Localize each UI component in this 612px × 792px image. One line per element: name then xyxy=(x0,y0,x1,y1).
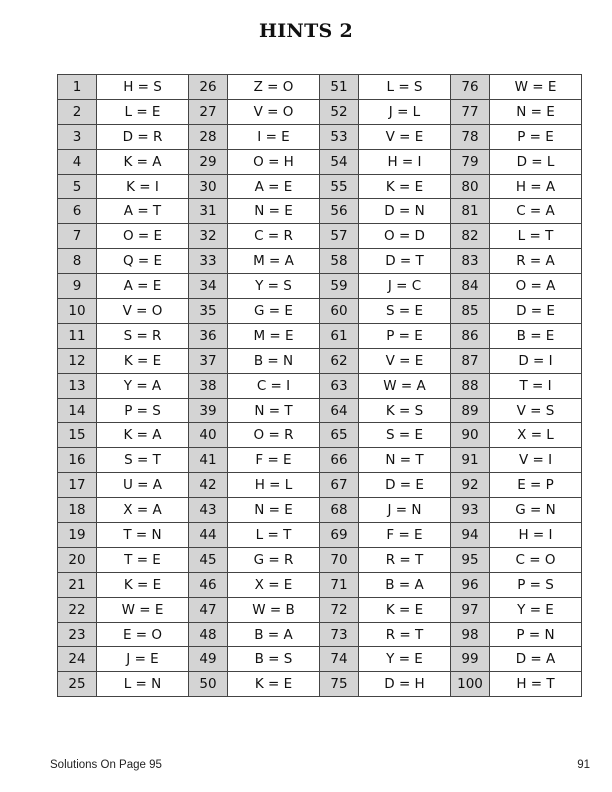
hint-pair: P = S xyxy=(97,398,189,423)
hint-pair: G = R xyxy=(228,547,320,572)
hint-number: 29 xyxy=(189,149,228,174)
hint-pair: H = T xyxy=(490,672,582,697)
hint-number: 97 xyxy=(451,597,490,622)
hint-number: 93 xyxy=(451,498,490,523)
hint-pair: T = N xyxy=(97,523,189,548)
hint-number: 32 xyxy=(189,224,228,249)
hint-pair: D = E xyxy=(359,473,451,498)
table-row xyxy=(58,398,582,423)
hint-number: 66 xyxy=(320,448,359,473)
hint-pair: V = I xyxy=(490,448,582,473)
hint-pair: L = T xyxy=(228,523,320,548)
hint-number: 71 xyxy=(320,572,359,597)
hint-number: 21 xyxy=(58,572,97,597)
hint-pair: X = E xyxy=(228,572,320,597)
hint-pair: U = A xyxy=(97,473,189,498)
hint-pair: D = I xyxy=(490,348,582,373)
hint-number: 40 xyxy=(189,423,228,448)
hint-number: 76 xyxy=(451,75,490,100)
hint-pair: A = T xyxy=(97,199,189,224)
hint-number: 79 xyxy=(451,149,490,174)
hint-pair: O = H xyxy=(228,149,320,174)
hint-number: 68 xyxy=(320,498,359,523)
hint-pair: H = I xyxy=(490,523,582,548)
hint-pair: J = C xyxy=(359,274,451,299)
hint-number: 48 xyxy=(189,622,228,647)
hint-pair: L = T xyxy=(490,224,582,249)
hint-number: 42 xyxy=(189,473,228,498)
hint-number: 30 xyxy=(189,174,228,199)
hint-number: 96 xyxy=(451,572,490,597)
hint-pair: T = I xyxy=(490,373,582,398)
table-row xyxy=(58,274,582,299)
hint-number: 73 xyxy=(320,622,359,647)
hint-number: 90 xyxy=(451,423,490,448)
hint-pair: C = I xyxy=(228,373,320,398)
hint-pair: E = P xyxy=(490,473,582,498)
hint-pair: L = N xyxy=(97,672,189,697)
hint-number: 56 xyxy=(320,199,359,224)
hint-pair: D = R xyxy=(97,124,189,149)
hint-pair: S = R xyxy=(97,323,189,348)
hint-pair: P = E xyxy=(490,124,582,149)
hint-number: 22 xyxy=(58,597,97,622)
hint-pair: B = N xyxy=(228,348,320,373)
hint-number: 37 xyxy=(189,348,228,373)
hint-pair: D = T xyxy=(359,249,451,274)
hint-number: 87 xyxy=(451,348,490,373)
hint-pair: K = E xyxy=(359,174,451,199)
table-row xyxy=(58,199,582,224)
hint-pair: A = E xyxy=(228,174,320,199)
hint-pair: V = S xyxy=(490,398,582,423)
hint-number: 57 xyxy=(320,224,359,249)
hint-pair: I = E xyxy=(228,124,320,149)
hint-number: 45 xyxy=(189,547,228,572)
hints-table xyxy=(57,74,582,697)
hint-number: 75 xyxy=(320,672,359,697)
hint-number: 72 xyxy=(320,597,359,622)
hint-number: 17 xyxy=(58,473,97,498)
hint-pair: O = D xyxy=(359,224,451,249)
hint-pair: A = E xyxy=(97,274,189,299)
hint-number: 60 xyxy=(320,299,359,324)
hint-number: 35 xyxy=(189,299,228,324)
hint-number: 98 xyxy=(451,622,490,647)
table-row xyxy=(58,597,582,622)
hint-pair: W = B xyxy=(228,597,320,622)
hint-number: 80 xyxy=(451,174,490,199)
hint-pair: B = A xyxy=(359,572,451,597)
table-row xyxy=(58,299,582,324)
hint-number: 64 xyxy=(320,398,359,423)
table-row xyxy=(58,672,582,697)
hint-pair: M = A xyxy=(228,249,320,274)
hint-number: 100 xyxy=(451,672,490,697)
hint-pair: W = A xyxy=(359,373,451,398)
hint-pair: K = A xyxy=(97,149,189,174)
hint-number: 62 xyxy=(320,348,359,373)
table-row xyxy=(58,547,582,572)
hint-number: 95 xyxy=(451,547,490,572)
hint-pair: X = A xyxy=(97,498,189,523)
hint-number: 12 xyxy=(58,348,97,373)
hint-number: 23 xyxy=(58,622,97,647)
hint-pair: T = E xyxy=(97,547,189,572)
hint-number: 31 xyxy=(189,199,228,224)
hint-number: 18 xyxy=(58,498,97,523)
hint-pair: G = E xyxy=(228,299,320,324)
hint-number: 7 xyxy=(58,224,97,249)
hint-number: 2 xyxy=(58,99,97,124)
hint-number: 19 xyxy=(58,523,97,548)
hint-number: 44 xyxy=(189,523,228,548)
hint-pair: F = E xyxy=(359,523,451,548)
hint-pair: K = E xyxy=(97,572,189,597)
hint-pair: D = H xyxy=(359,672,451,697)
table-row xyxy=(58,523,582,548)
hint-pair: M = E xyxy=(228,323,320,348)
table-row xyxy=(58,498,582,523)
hint-number: 70 xyxy=(320,547,359,572)
hint-number: 89 xyxy=(451,398,490,423)
hint-pair: C = A xyxy=(490,199,582,224)
hint-number: 65 xyxy=(320,423,359,448)
table-row xyxy=(58,249,582,274)
page-number: 91 xyxy=(577,759,590,771)
hint-pair: Y = E xyxy=(359,647,451,672)
hint-number: 43 xyxy=(189,498,228,523)
hint-pair: S = T xyxy=(97,448,189,473)
hint-number: 39 xyxy=(189,398,228,423)
hint-number: 58 xyxy=(320,249,359,274)
hint-number: 10 xyxy=(58,299,97,324)
hint-number: 46 xyxy=(189,572,228,597)
hint-pair: W = E xyxy=(97,597,189,622)
hint-number: 33 xyxy=(189,249,228,274)
table-row xyxy=(58,124,582,149)
hint-pair: Z = O xyxy=(228,75,320,100)
table-row xyxy=(58,323,582,348)
hint-number: 53 xyxy=(320,124,359,149)
hint-pair: V = E xyxy=(359,124,451,149)
table-row xyxy=(58,348,582,373)
hint-pair: Y = A xyxy=(97,373,189,398)
hint-pair: H = I xyxy=(359,149,451,174)
hint-pair: N = T xyxy=(359,448,451,473)
hint-pair: V = O xyxy=(228,99,320,124)
hint-pair: O = A xyxy=(490,274,582,299)
hint-pair: N = T xyxy=(228,398,320,423)
hint-pair: K = E xyxy=(359,597,451,622)
table-row xyxy=(58,572,582,597)
table-row xyxy=(58,99,582,124)
table-row xyxy=(58,149,582,174)
hint-pair: C = R xyxy=(228,224,320,249)
hint-pair: K = E xyxy=(97,348,189,373)
hint-pair: D = L xyxy=(490,149,582,174)
hint-number: 20 xyxy=(58,547,97,572)
hint-number: 88 xyxy=(451,373,490,398)
hint-pair: G = N xyxy=(490,498,582,523)
hint-number: 82 xyxy=(451,224,490,249)
page-title: HINTS 2 xyxy=(258,20,353,42)
hint-number: 94 xyxy=(451,523,490,548)
hint-pair: D = E xyxy=(490,299,582,324)
hint-number: 1 xyxy=(58,75,97,100)
hint-pair: J = N xyxy=(359,498,451,523)
hint-pair: C = O xyxy=(490,547,582,572)
hint-number: 50 xyxy=(189,672,228,697)
hint-pair: O = E xyxy=(97,224,189,249)
hint-pair: L = S xyxy=(359,75,451,100)
hint-pair: K = S xyxy=(359,398,451,423)
hint-number: 63 xyxy=(320,373,359,398)
table-row xyxy=(58,224,582,249)
hint-pair: E = O xyxy=(97,622,189,647)
hint-pair: D = N xyxy=(359,199,451,224)
hint-pair: K = I xyxy=(97,174,189,199)
hint-pair: K = E xyxy=(228,672,320,697)
hint-pair: B = S xyxy=(228,647,320,672)
hint-pair: L = E xyxy=(97,99,189,124)
hint-pair: N = E xyxy=(490,99,582,124)
hint-number: 74 xyxy=(320,647,359,672)
hint-number: 99 xyxy=(451,647,490,672)
hint-pair: N = E xyxy=(228,199,320,224)
hint-pair: R = A xyxy=(490,249,582,274)
hint-number: 61 xyxy=(320,323,359,348)
hint-number: 6 xyxy=(58,199,97,224)
hint-number: 16 xyxy=(58,448,97,473)
hint-number: 34 xyxy=(189,274,228,299)
hint-pair: X = L xyxy=(490,423,582,448)
hint-pair: H = L xyxy=(228,473,320,498)
hint-number: 41 xyxy=(189,448,228,473)
hint-number: 51 xyxy=(320,75,359,100)
hint-number: 15 xyxy=(58,423,97,448)
hint-number: 69 xyxy=(320,523,359,548)
table-row xyxy=(58,75,582,100)
hint-pair: H = S xyxy=(97,75,189,100)
hint-number: 86 xyxy=(451,323,490,348)
hint-number: 78 xyxy=(451,124,490,149)
hint-number: 3 xyxy=(58,124,97,149)
hint-number: 27 xyxy=(189,99,228,124)
hint-pair: J = E xyxy=(97,647,189,672)
hint-number: 85 xyxy=(451,299,490,324)
hint-number: 67 xyxy=(320,473,359,498)
hint-number: 84 xyxy=(451,274,490,299)
hint-number: 11 xyxy=(58,323,97,348)
hint-number: 91 xyxy=(451,448,490,473)
hint-pair: O = R xyxy=(228,423,320,448)
hint-pair: S = E xyxy=(359,423,451,448)
hint-pair: S = E xyxy=(359,299,451,324)
hint-number: 54 xyxy=(320,149,359,174)
table-row xyxy=(58,473,582,498)
hint-number: 59 xyxy=(320,274,359,299)
hint-pair: B = A xyxy=(228,622,320,647)
hint-pair: Y = S xyxy=(228,274,320,299)
table-row xyxy=(58,423,582,448)
hint-pair: J = L xyxy=(359,99,451,124)
hint-number: 38 xyxy=(189,373,228,398)
hint-pair: V = E xyxy=(359,348,451,373)
table-row xyxy=(58,647,582,672)
hint-pair: D = A xyxy=(490,647,582,672)
hint-pair: P = E xyxy=(359,323,451,348)
table-row xyxy=(58,174,582,199)
hint-pair: V = O xyxy=(97,299,189,324)
hint-number: 81 xyxy=(451,199,490,224)
footer-solutions-note: Solutions On Page 95 xyxy=(50,759,162,771)
hint-number: 25 xyxy=(58,672,97,697)
hint-pair: H = A xyxy=(490,174,582,199)
hint-pair: Y = E xyxy=(490,597,582,622)
hint-pair: F = E xyxy=(228,448,320,473)
hint-number: 24 xyxy=(58,647,97,672)
hint-number: 47 xyxy=(189,597,228,622)
hint-pair: W = E xyxy=(490,75,582,100)
hint-number: 26 xyxy=(189,75,228,100)
hint-pair: K = A xyxy=(97,423,189,448)
hint-number: 8 xyxy=(58,249,97,274)
hint-number: 14 xyxy=(58,398,97,423)
hint-pair: P = S xyxy=(490,572,582,597)
hint-number: 4 xyxy=(58,149,97,174)
hint-number: 9 xyxy=(58,274,97,299)
hint-number: 49 xyxy=(189,647,228,672)
hint-pair: Q = E xyxy=(97,249,189,274)
hint-number: 77 xyxy=(451,99,490,124)
hint-number: 83 xyxy=(451,249,490,274)
hint-pair: B = E xyxy=(490,323,582,348)
table-row xyxy=(58,622,582,647)
hint-number: 36 xyxy=(189,323,228,348)
hint-number: 92 xyxy=(451,473,490,498)
hint-number: 13 xyxy=(58,373,97,398)
hint-pair: R = T xyxy=(359,547,451,572)
hint-number: 55 xyxy=(320,174,359,199)
hint-pair: R = T xyxy=(359,622,451,647)
table-row xyxy=(58,373,582,398)
hint-number: 52 xyxy=(320,99,359,124)
hint-pair: P = N xyxy=(490,622,582,647)
hint-number: 28 xyxy=(189,124,228,149)
hint-number: 5 xyxy=(58,174,97,199)
hint-pair: N = E xyxy=(228,498,320,523)
table-row xyxy=(58,448,582,473)
